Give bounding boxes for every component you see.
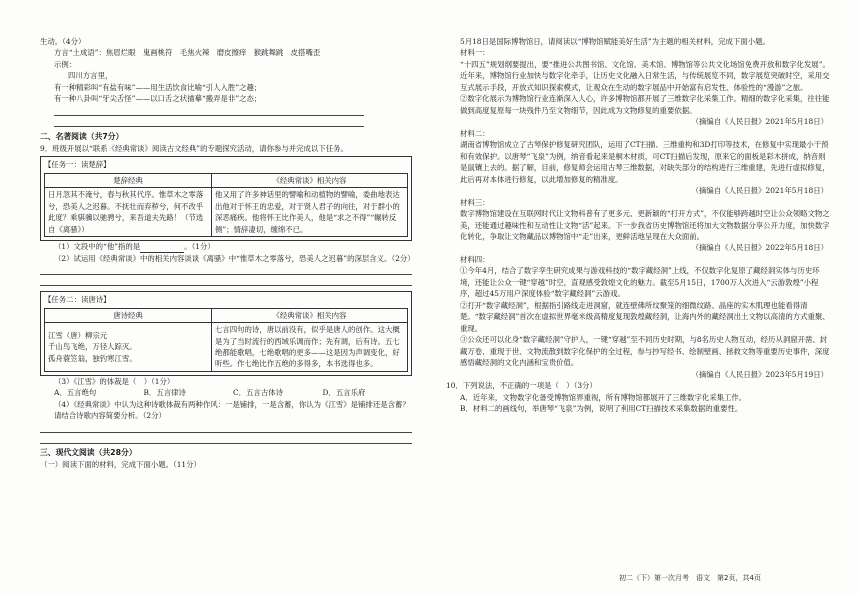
answer-line[interactable] [40, 264, 412, 275]
option-c[interactable]: C．五言古体诗 [233, 388, 283, 398]
question-10: 10．下列说法，不正确的一项是（ ）（3分） [446, 381, 597, 391]
material-title: 材料一： [460, 48, 490, 58]
answer-line[interactable] [40, 275, 412, 286]
question-text: （1）文段中的“他”指的是 [54, 242, 141, 252]
table-header: 楚辞经典 [45, 173, 212, 187]
text-line: 有一种八卦叫“牙尖舌怪”——以口舌之状描摹“搬弄是非”之态； [54, 94, 262, 104]
text-line: 四川方言里， [68, 71, 113, 81]
option-a[interactable]: A．近年来，文物数字化备受博物馆界重视，所有博物馆都展开了三维数字化采集工作。 [460, 392, 747, 402]
options-row [40, 387, 412, 398]
table-cell: 七言四句的诗，唐以前没有，似乎是唐人的创作。这大概是为了当时流行的西域乐调而作；先有调，后有诗。五七绝都能歌唱，七绝歌唱的更多——这是因为声调变化，好听些。作七绝比作五绝的多得多，本书选得也多。 [211, 323, 407, 372]
table-header: 《经典常谈》相关内容 [211, 308, 407, 322]
material-title: 材料二： [460, 128, 490, 138]
source-note: （摘编自《人民日报》2021年5月18日） [691, 186, 828, 196]
text-line: 示例： [54, 59, 77, 69]
material-paragraph: ②数字化展示为博物馆行业连渐深入人心，许多博物馆都开展了三维数字化采集工作。精细的数字化采集，往往能做到高度复原每一块残件乃至文物细节，因此成为文物修复的重要依据。 [460, 94, 830, 115]
option-b[interactable]: B．五言律诗 [143, 388, 186, 398]
binding-margin [14, 0, 20, 595]
text-line: 有一种精彩叫“有盐有味”——用生活饮食比喻“引人入胜”之趣； [54, 82, 262, 92]
source-note: （摘编自《人民日报》2021年5月18日） [691, 117, 828, 127]
material-paragraph: “十四五”规划纲要提出，要“推进公共图书馆、文化馆、美术馆、博物馆等公共文化场馆免费开放和数字化发展”。近年来，博物馆行业加快与数字化牵手，让历史文化融入日常生活，与传统展览不同，数字展览突破时空，采用交互式展示手段，开放式知识探索模式，让观众在生动的数字展品中开始富有启发性、体验性的“漫游”之旅。 [460, 59, 830, 92]
task-two-table [44, 308, 408, 372]
material-paragraph: 湖南省博物馆成立了古琴保护修复研究团队，运用了CT扫描、三维重构和3D打印等技术，在修复中实现最小干预和有效保护。以唐琴“飞泉”为例，纳音看起来是桐木材质，可CT扫描后发现，原来它的面板是彩木拼成，纳音则是鼠镶上去的。据了解，目前，修复师会运用古琴三维数据，对缺失部分的结构进行三维重建，先进行虚拟修复，此后再对本体进行修复，以此增加修复的精准度。 [460, 140, 830, 184]
option-b[interactable]: B．材料二的画线句，举唐琴“飞泉”为例，说明了利用CT扫描技术采集数据的重要性。 [460, 404, 743, 413]
task-two-box [40, 291, 412, 376]
answer-line[interactable] [40, 433, 412, 444]
intro-text: 5月18日是国际博物馆日，请阅读以“博物馆赋能美好生活”为主题的相关材料，完成下面小题。 [460, 37, 770, 46]
table-cell: 日月忽其不淹兮，春与秋其代序。惟草木之零落兮，恐美人之迟暮。不抚壮而弃秽兮，何不改乎此度？乘骐骥以驰骋兮，来吾道夫先路！（节选自《离骚》） [45, 188, 212, 237]
material-title: 材料三： [460, 197, 490, 207]
poem-title: 江雪（唐）柳宗元 [48, 330, 108, 340]
right-column [446, 36, 832, 414]
source-note: （摘编自《人民日报》2022年5月18日） [691, 243, 828, 253]
table-header: 《经典常谈》相关内容 [211, 173, 407, 187]
question-9-3: （3）《江雪》的体裁是（ ）（1分） [54, 376, 175, 386]
material-paragraph: ③公众还可以化身“数字藏经洞”守护人，一键“穿越”至不同历史时期，与8名历史人物互动，经历从洞窟开凿、封藏万卷、重现于世、文物流散到数字化保护的全过程，参与抄写经书、绘制壁画、拯救文物等重要历史事件，深度感悟藏经洞的文化内涵和宝贵价值。 [460, 335, 830, 368]
sub-heading: （一）阅读下面的材料，完成下面小题。（11分） [40, 459, 201, 469]
footer-text: 初二（下）第一次月考 语文 第2页，共4页 [619, 574, 761, 582]
question-9-4: （4）《经典常谈》中认为这种诗歌体裁有两种作风：一是铺排，一是含蓄，你认为《江雪》是铺排还是含蓄？请结合诗歌内容简要分析。（2分） [54, 399, 410, 421]
option-d[interactable]: D．五言乐府 [322, 388, 366, 398]
material-paragraph: 数字博物馆建设在互联网时代让文物科普有了更多元、更新颖的“打开方式”，不仅能够跨越时空让公众领略文物之美，还能通过趣味性和互动性让文物“活”起来。下一步我省历史博物馆还将加大文物数据分享公开力度，加快数字化转化，争取让文物藏品以博物馆中“走”出来，更鲜活地呈现在大众面前。 [460, 209, 830, 241]
task-one-box [40, 156, 412, 241]
table-cell: 他又用了许多神话里的譬喻和动植物的譬喻，委曲地表达出他对于怀王的忠爱，对于贤人君子的向往，对于群小的深恶痛疾。他将怀王比作美人，他是“求之不得”“辗转反侧”；情辞凄切，缠绵不已。 [211, 188, 407, 237]
text-line: 方言“土成语”：焦眉烂眼 鬼画桃符 毛焦火辣 磨皮擦痒 猴跳舞跳 皮搭嘴歪 [54, 48, 321, 58]
table-header: 唐诗经典 [45, 308, 212, 322]
option-a[interactable]: A．五言绝句 [54, 388, 97, 398]
question-9-2: （2）试运用《经典常谈》中的相关内容谈谈《离骚》中“惟草木之零落兮，恐美人之迟暮”的深层含义。（2分） [54, 253, 415, 263]
source-note: （摘编自《人民日报》2023年5月19日） [691, 369, 828, 379]
task-title: 【任务二：读唐诗】 [44, 295, 111, 305]
poem-cell [45, 323, 212, 372]
poem-line: 孤舟蓑笠翁，独钓寒江雪。 [48, 353, 137, 363]
answer-line[interactable] [40, 422, 412, 433]
question-9: 9．班级开展以“联系《经典常谈》阅读古文经典”的专题探究活动，请你参与并完成以下任务。 [40, 143, 348, 153]
question-9-1 [40, 241, 412, 252]
material-paragraph: ①今年4月，结合了数字孪生研究成果与游戏科技的“数字藏经洞”上线，不仅数字化复原了藏经洞实体与历史环境，还能让公众一键“穿越”时空，直观感受敦煌文化的魅力。截至5月15日，1700万人次进入“云游敦煌”小程序，超过45万用户深度体验“数字藏经洞”云游戏。 [460, 266, 820, 299]
answer-line[interactable] [54, 116, 364, 127]
material-title: 材料四： [460, 254, 490, 264]
section-heading: 三、现代文阅读（共28分） [40, 447, 137, 457]
task-title: 【任务一：读楚辞】 [44, 160, 111, 170]
material-paragraph: ②打开“数字藏经洞”，根据指引路线走进洞窟，就连壁佛所纹聚笼的细微纹路、晶座的实木肌理也能看得清楚。“数字藏经洞”首次在虚拟世界毫米级高精度复现敦煌藏经洞，让海内外的藏经洞出土文物以高清的方式重聚、重现。 [460, 300, 830, 333]
text-line: 生动。（4分） [40, 37, 86, 46]
answer-blank[interactable] [140, 244, 184, 253]
page-footer [0, 573, 860, 584]
task-one-table [44, 173, 408, 237]
question-score: 。（1分） [184, 242, 215, 252]
section-heading: 二、名著阅读（共7分） [40, 131, 124, 141]
answer-line[interactable] [54, 105, 364, 116]
left-column [40, 36, 415, 470]
poem-line: 千山鸟飞绝，万径人踪灭。 [48, 342, 137, 352]
